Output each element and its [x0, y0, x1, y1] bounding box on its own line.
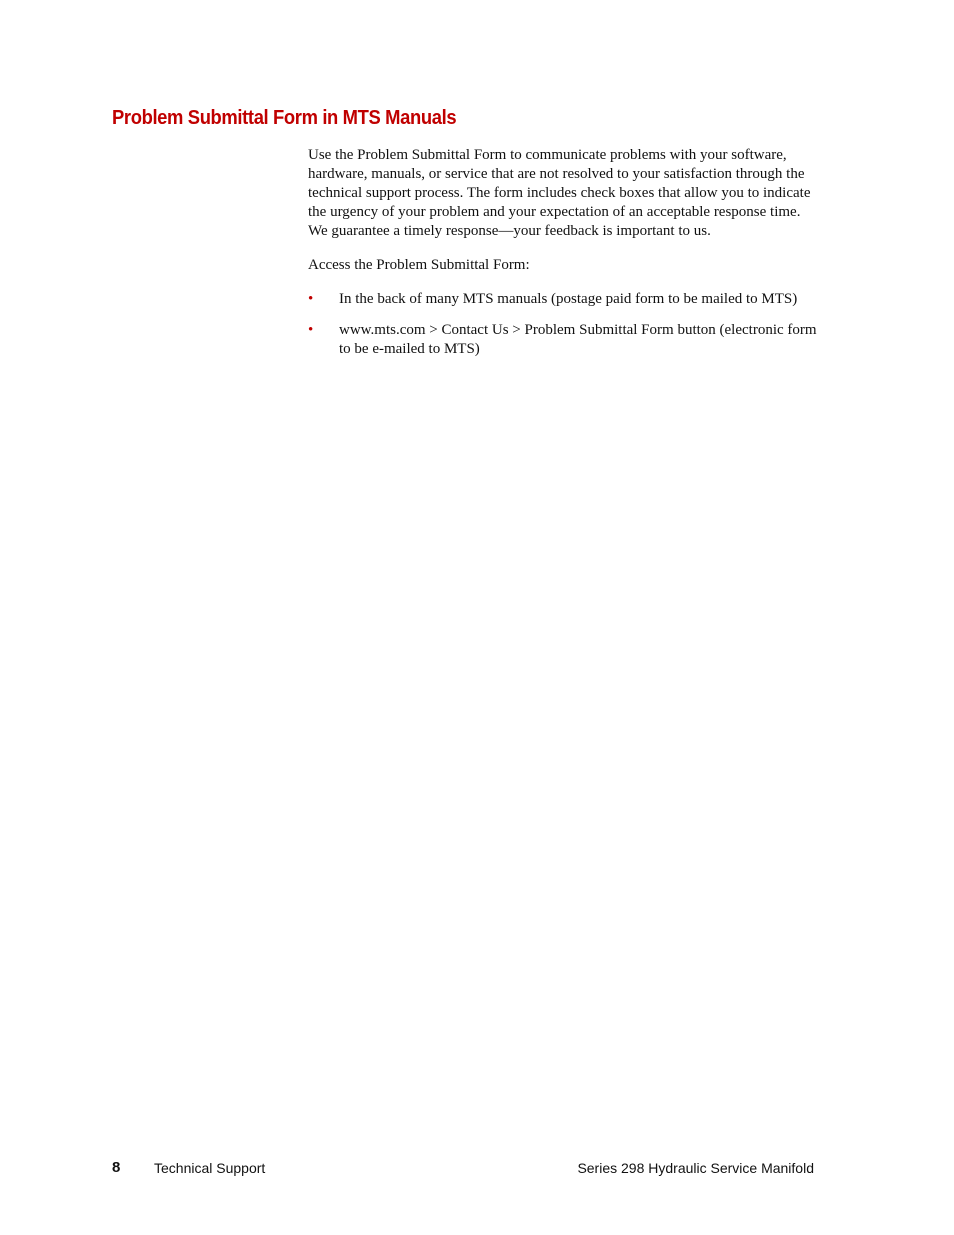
- page-number: 8: [112, 1159, 121, 1176]
- list-item-text: In the back of many MTS manuals (postage paid form to be mailed to MTS): [339, 291, 798, 307]
- intro-paragraph: Use the Problem Submittal Form to communicate problems with your software, hardware, manuals, or service that are not resolved to your satisfaction through the technical support process. The form includes check boxes that allow you to indicate the urgency of your problem and your expectation of an acceptable response time. We guarantee a timely response—your feedback is important to us.: [308, 147, 811, 239]
- footer-document-title: Series 298 Hydraulic Service Manifold: [577, 1160, 814, 1176]
- page-footer: [112, 1159, 814, 1179]
- access-paragraph: Access the Problem Submittal Form:: [308, 257, 530, 273]
- footer-section-name: Technical Support: [154, 1160, 266, 1176]
- bullet-icon: •: [308, 322, 314, 338]
- bullet-icon: •: [308, 291, 314, 307]
- body-column: [308, 146, 818, 371]
- list-item: [308, 321, 818, 359]
- section-title: Problem Submittal Form in MTS Manuals: [112, 107, 457, 129]
- list-item-text: www.mts.com > Contact Us > Problem Submittal Form button (electronic form to be e-mailed to MTS): [339, 322, 817, 357]
- access-list: [308, 290, 818, 359]
- list-item: [308, 290, 818, 309]
